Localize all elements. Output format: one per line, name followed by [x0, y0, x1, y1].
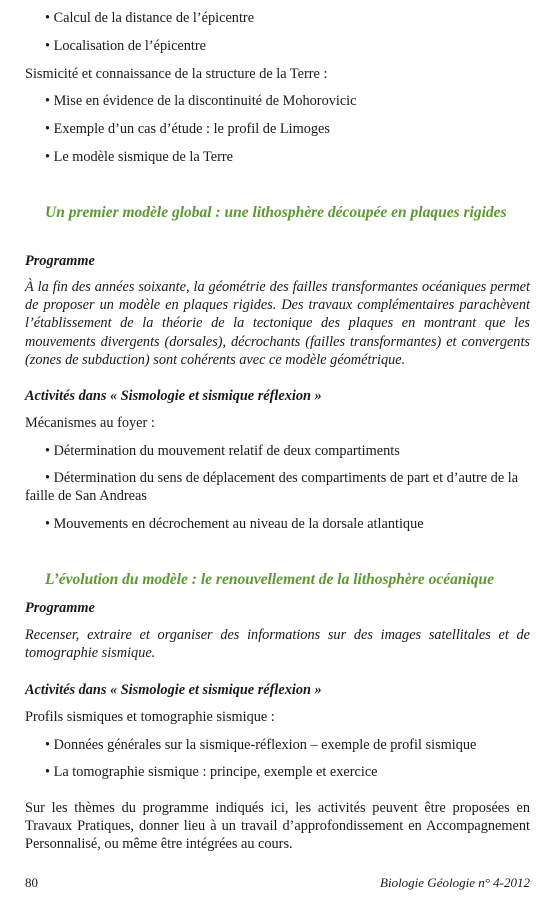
- section2-activites-label: Activités dans « Sismologie et sismique réflexion »: [25, 682, 322, 698]
- page-number: 80: [25, 875, 38, 890]
- section2-programme-text: Recenser, extraire et organiser des informations sur des images satellitales et de tomographie sismique.: [25, 627, 530, 662]
- section2-bullet-tomographie: • La tomographie sismique : principe, exemple et exercice: [45, 764, 378, 780]
- section2-lead: Profils sismiques et tomographie sismique :: [25, 709, 275, 725]
- section1-bullet-dorsale: • Mouvements en décrochement au niveau de la dorsale atlantique: [45, 516, 424, 532]
- section1-activites-label: Activités dans « Sismologie et sismique réflexion »: [25, 388, 322, 404]
- section1-lead: Mécanismes au foyer :: [25, 415, 155, 431]
- journal-reference: Biologie Géologie n° 4-2012: [380, 875, 530, 890]
- bullet-profil-limoges: • Exemple d’un cas d’étude : le profil de Limoges: [45, 121, 330, 137]
- sismicite-line: Sismicité et connaissance de la structure de la Terre :: [25, 66, 328, 82]
- section2-heading: L’évolution du modèle : le renouvellement de la lithosphère océanique: [45, 571, 495, 588]
- bullet-mohorovicic: • Mise en évidence de la discontinuité de Mohorovicic: [45, 93, 357, 109]
- section2-programme-label: Programme: [25, 600, 95, 616]
- bullet-distance-epicentre: • Calcul de la distance de l’épicentre: [45, 10, 255, 26]
- bullet-localisation-epicentre: • Localisation de l’épicentre: [45, 38, 207, 54]
- section1-bullet-san-andreas: • Détermination du sens de déplacement des compartiments de part et d’autre de la faille de San Andreas: [25, 470, 519, 504]
- bullet-modele-sismique: • Le modèle sismique de la Terre: [45, 149, 233, 165]
- section2-bullet-sismique-reflexion: • Données générales sur la sismique-réflexion – exemple de profil sismique: [45, 737, 477, 753]
- section1-programme-text: À la fin des années soixante, la géométrie des failles transformantes océaniques permet de proposer un modèle en plaques rigides. Des travaux complémentaires parachèvent l’établissement de la théorie de la tectonique des plaques en montrant que les mouvements divergents (dorsales), décrochants (failles transformantes) et convergents (zones de subduction) sont cohérents avec ce modèle géométrique.: [25, 279, 530, 368]
- section1-programme-label: Programme: [25, 253, 95, 269]
- section1-bullet-mouvement-relatif: • Détermination du mouvement relatif de deux compartiments: [45, 443, 400, 459]
- closing-paragraph: Sur les thèmes du programme indiqués ici, les activités peuvent être proposées en Travaux Pratiques, donner lieu à un travail d’approfondissement en Accompagnement Personnalisé, ou même être intégrées au cours.: [25, 800, 530, 853]
- section1-heading: Un premier modèle global : une lithosphère découpée en plaques rigides: [45, 204, 507, 221]
